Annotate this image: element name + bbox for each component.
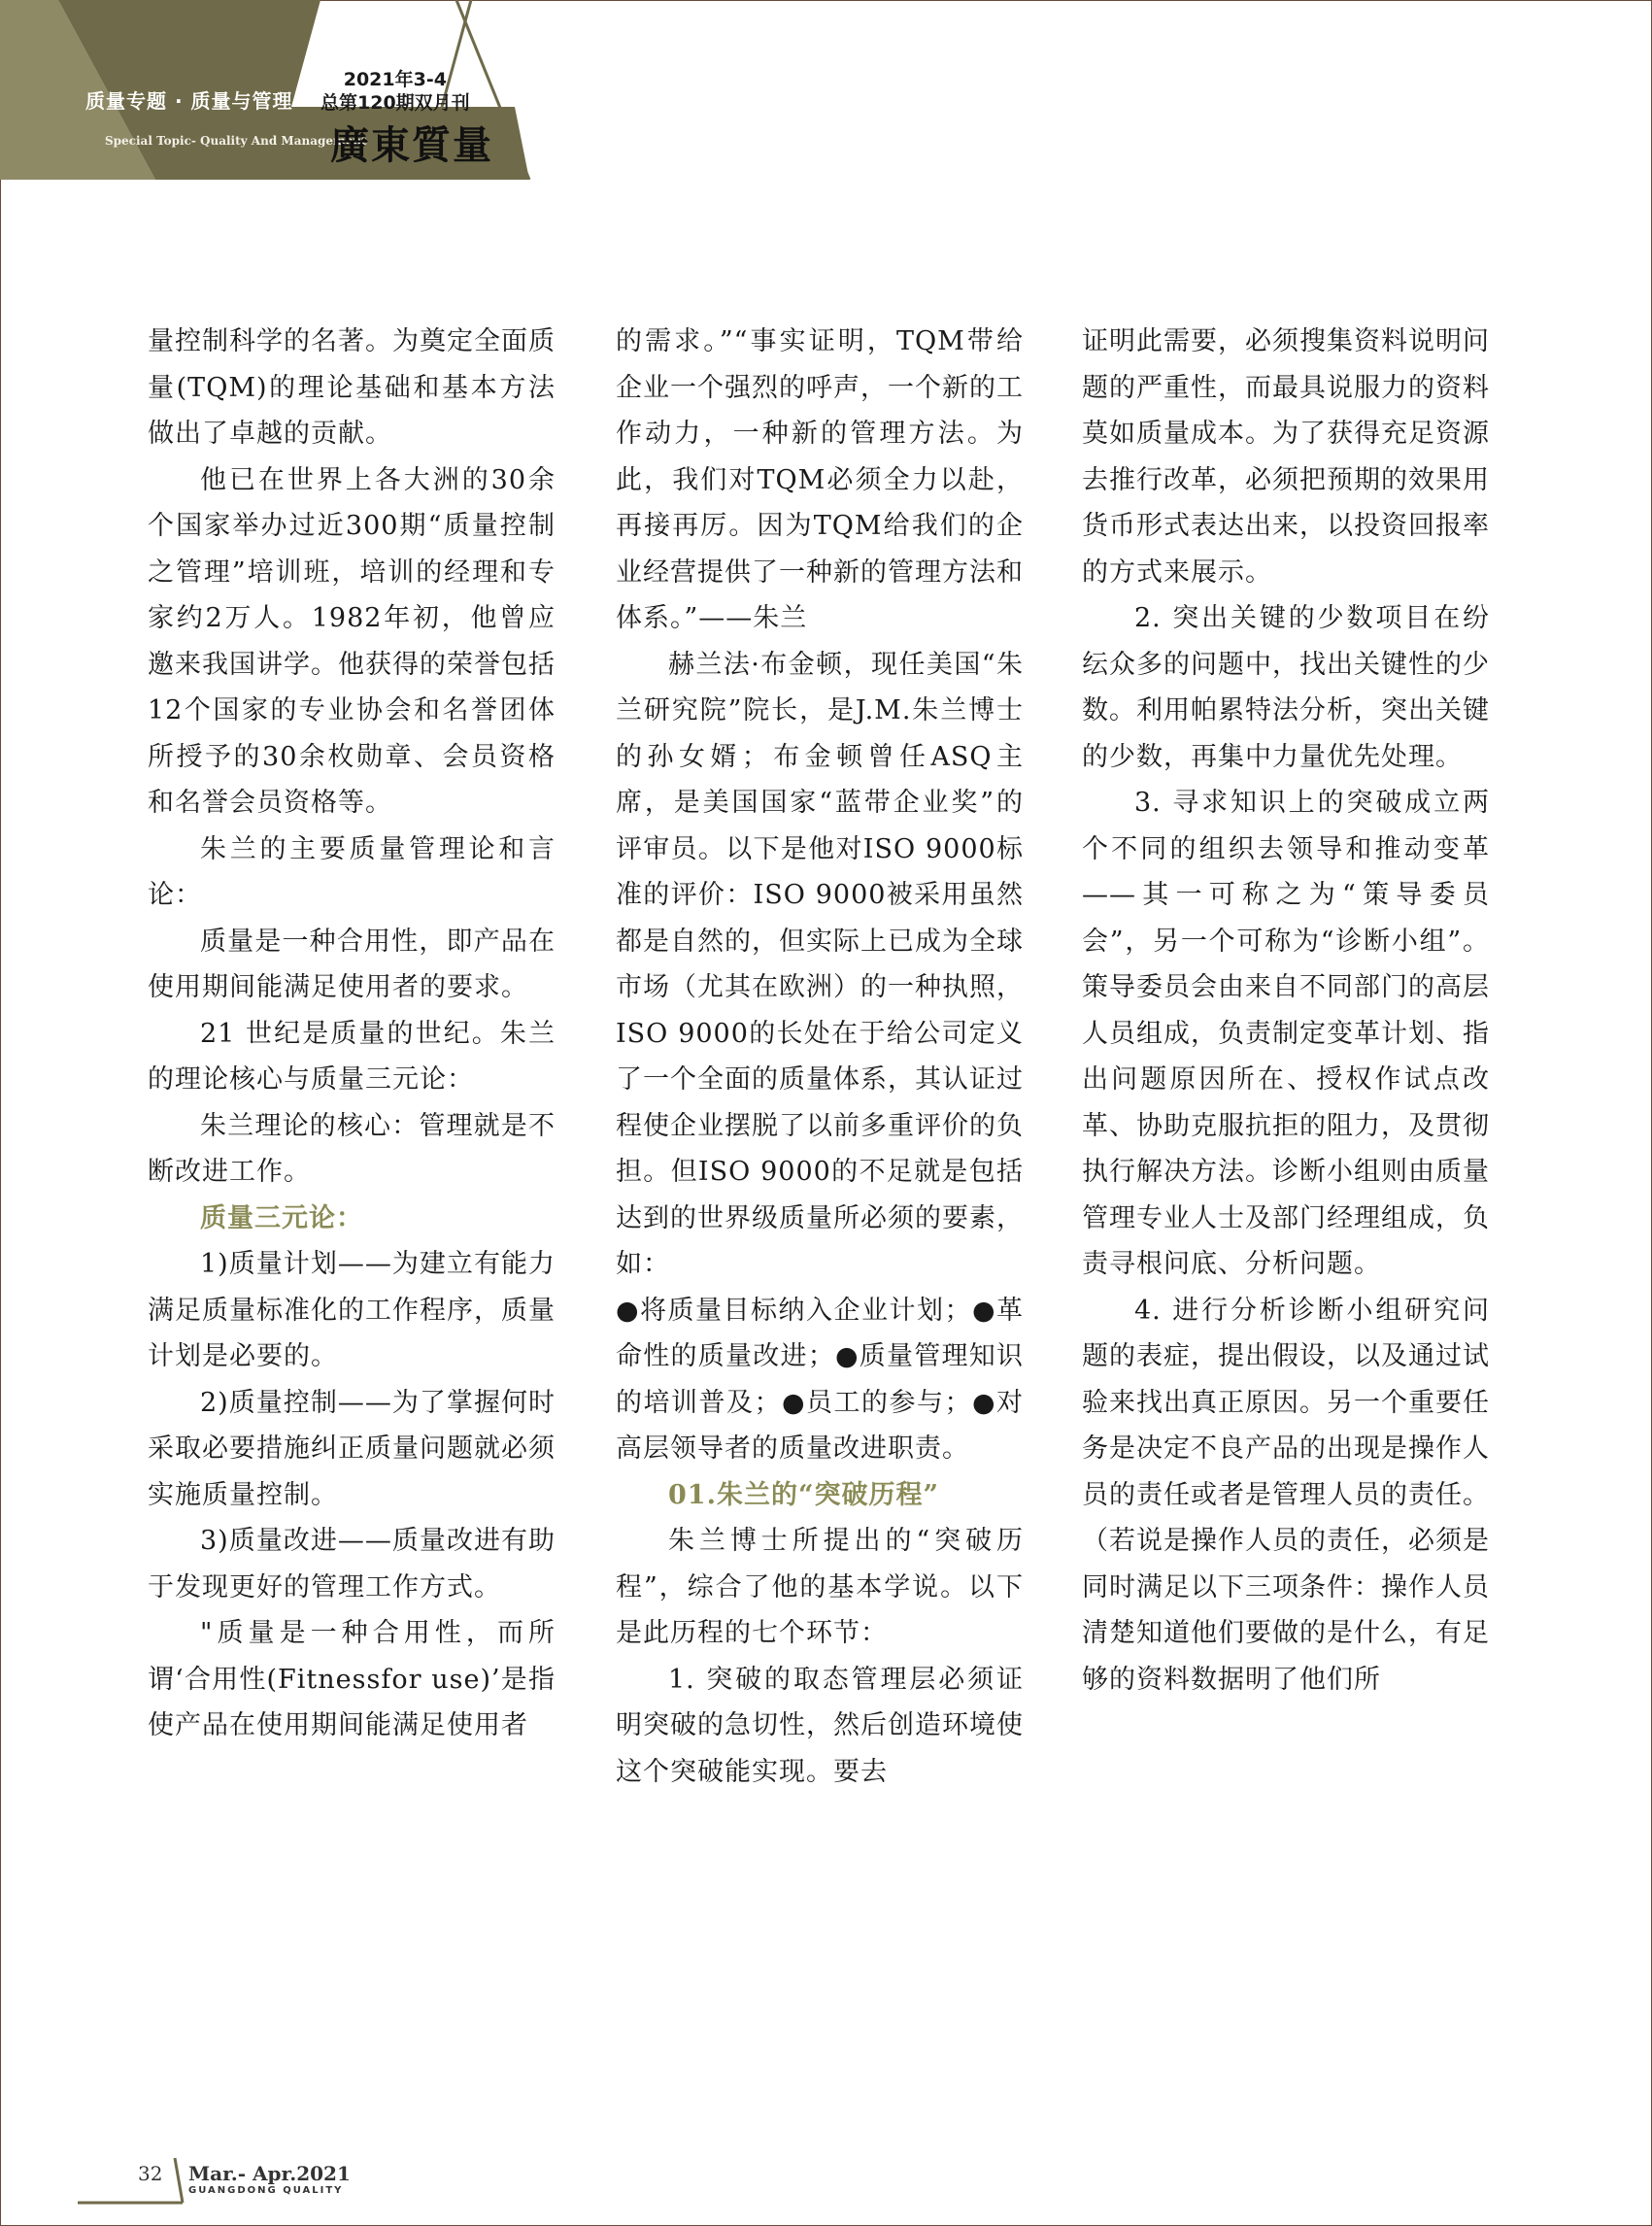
issue-date: 2021年3-4 [343, 69, 447, 90]
issue-number: 总第120期双月刊 [320, 92, 470, 114]
paragraph: 质量是一种合用性，即产品在使用期间能满足使用者的要求。 [148, 926, 556, 1002]
header-issue-info [320, 68, 470, 115]
page-number: 32 [138, 2162, 163, 2185]
header-section-subtitle: Special Topic- Quality And Management [105, 134, 367, 148]
paragraph: 朱兰的主要质量管理论和言论： [148, 833, 556, 910]
paragraph: 2. 突出关键的少数项目在纷纭众多的问题中，找出关键性的少数。利用帕累特法分析，突出关键的少数，再集中力量优先处理。 [1082, 603, 1490, 772]
paragraph: 1. 突破的取态管理层必须证明突破的急切性，然后创造环境使这个突破能实现。要去 [616, 1664, 1024, 1787]
footer-magazine: GUANGDONG QUALITY [188, 2185, 344, 2196]
magazine-logo: 廣東質量 [330, 122, 493, 168]
footer-date: Mar.- Apr.2021 [188, 2162, 351, 2185]
page-footer [78, 2156, 583, 2205]
text-column-2 [616, 319, 1024, 1795]
paragraph: 赫兰法·布金顿，现任美国“朱兰研究院”院长，是J.M.朱兰博士的孙女婿；布金顿曾任ASQ主席，是美国国家“蓝带企业奖”的评审员。以下是他对ISO 9000标准的评价：ISO 9000被采用虽然都是自然的，但实际上已成为全球市场（尤其在欧洲）的一种执照，ISO 9000的长处在于给公司定义了一个全面的质量体系，其认证过程使企业摆脱了以前多重评价的负担。但ISO 9000的不足就是包括达到的世界级质量所必须的要素，如： [616, 649, 1024, 1279]
header-band [0, 0, 544, 180]
bullet-list: ●将质量目标纳入企业计划；●革命性的质量改进；●质量管理知识的培训普及；●员工的参与；●对高层领导者的质量改进职责。 [616, 1295, 1024, 1464]
paragraph: 4. 进行分析诊断小组研究问题的表症，提出假设，以及通过试验来找出真正原因。另一个重要任务是决定不良产品的出现是操作人员的责任或者是管理人员的责任。（若说是操作人员的责任，必须是同时满足以下三项条件：操作人员清楚知道他们要做的是什么，有足够的资料数据明了他们所 [1082, 1295, 1490, 1695]
paragraph: 证明此需要，必须搜集资料说明问题的严重性，而最具说服力的资料莫如质量成本。为了获得充足资源去推行改革，必须把预期的效果用货币形式表达出来，以投资回报率的方式来展示。 [1082, 326, 1490, 588]
text-column-1 [148, 319, 556, 1749]
paragraph: 3. 寻求知识上的突破成立两个不同的组织去领导和推动变革——其一可称之为“策导委员会”，另一个可称为“诊断小组”。策导委员会由来自不同部门的高层人员组成，负责制定变革计划、指出问题原因所在、授权作试点改革、协助克服抗拒的阻力，及贯彻执行解决方法。诊断小组则由质量管理专业人士及部门经理组成，负责寻根问底、分析问题。 [1082, 788, 1490, 1279]
paragraph: 朱兰理论的核心：管理就是不断改进工作。 [148, 1110, 556, 1187]
subheading: 质量三元论： [200, 1202, 363, 1233]
paragraph: 3)质量改进——质量改进有助于发现更好的管理工作方式。 [148, 1526, 556, 1602]
paragraph: 1)质量计划——为建立有能力满足质量标准化的工作程序，质量计划是必要的。 [148, 1249, 556, 1371]
paragraph: 的需求。”“事实证明，TQM带给企业一个强烈的呼声，一个新的工作动力，一种新的管理方法。为此，我们对TQM必须全力以赴，再接再厉。因为TQM给我们的企业经营提供了一种新的管理方法和体系。”——朱兰 [616, 326, 1024, 633]
paragraph: "质量是一种合用性，而所谓‘合用性(Fitnessfor use)’是指使产品在使用期间能满足使用者 [148, 1618, 556, 1740]
paragraph: 朱兰博士所提出的“突破历程”，综合了他的基本学说。以下是此历程的七个环节： [616, 1526, 1024, 1648]
section-heading: 01.朱兰的“突破历程” [668, 1479, 940, 1510]
paragraph: 他已在世界上各大洲的30余个国家举办过近300期“质量控制之管理”培训班，培训的经理和专家约2万人。1982年初，他曾应邀来我国讲学。他获得的荣誉包括12个国家的专业协会和名誉团体所授予的30余枚勋章、会员资格和名誉会员资格等。 [148, 464, 556, 818]
paragraph: 量控制科学的名著。为奠定全面质量(TQM)的理论基础和基本方法做出了卓越的贡献。 [148, 326, 556, 449]
header-section-title: 质量专题 · 质量与管理 [85, 89, 293, 113]
paragraph: 21 世纪是质量的世纪。朱兰的理论核心与质量三元论： [148, 1018, 556, 1095]
text-column-3 [1082, 319, 1490, 1703]
paragraph: 2)质量控制——为了掌握何时采取必要措施纠正质量问题就必须实施质量控制。 [148, 1387, 556, 1510]
